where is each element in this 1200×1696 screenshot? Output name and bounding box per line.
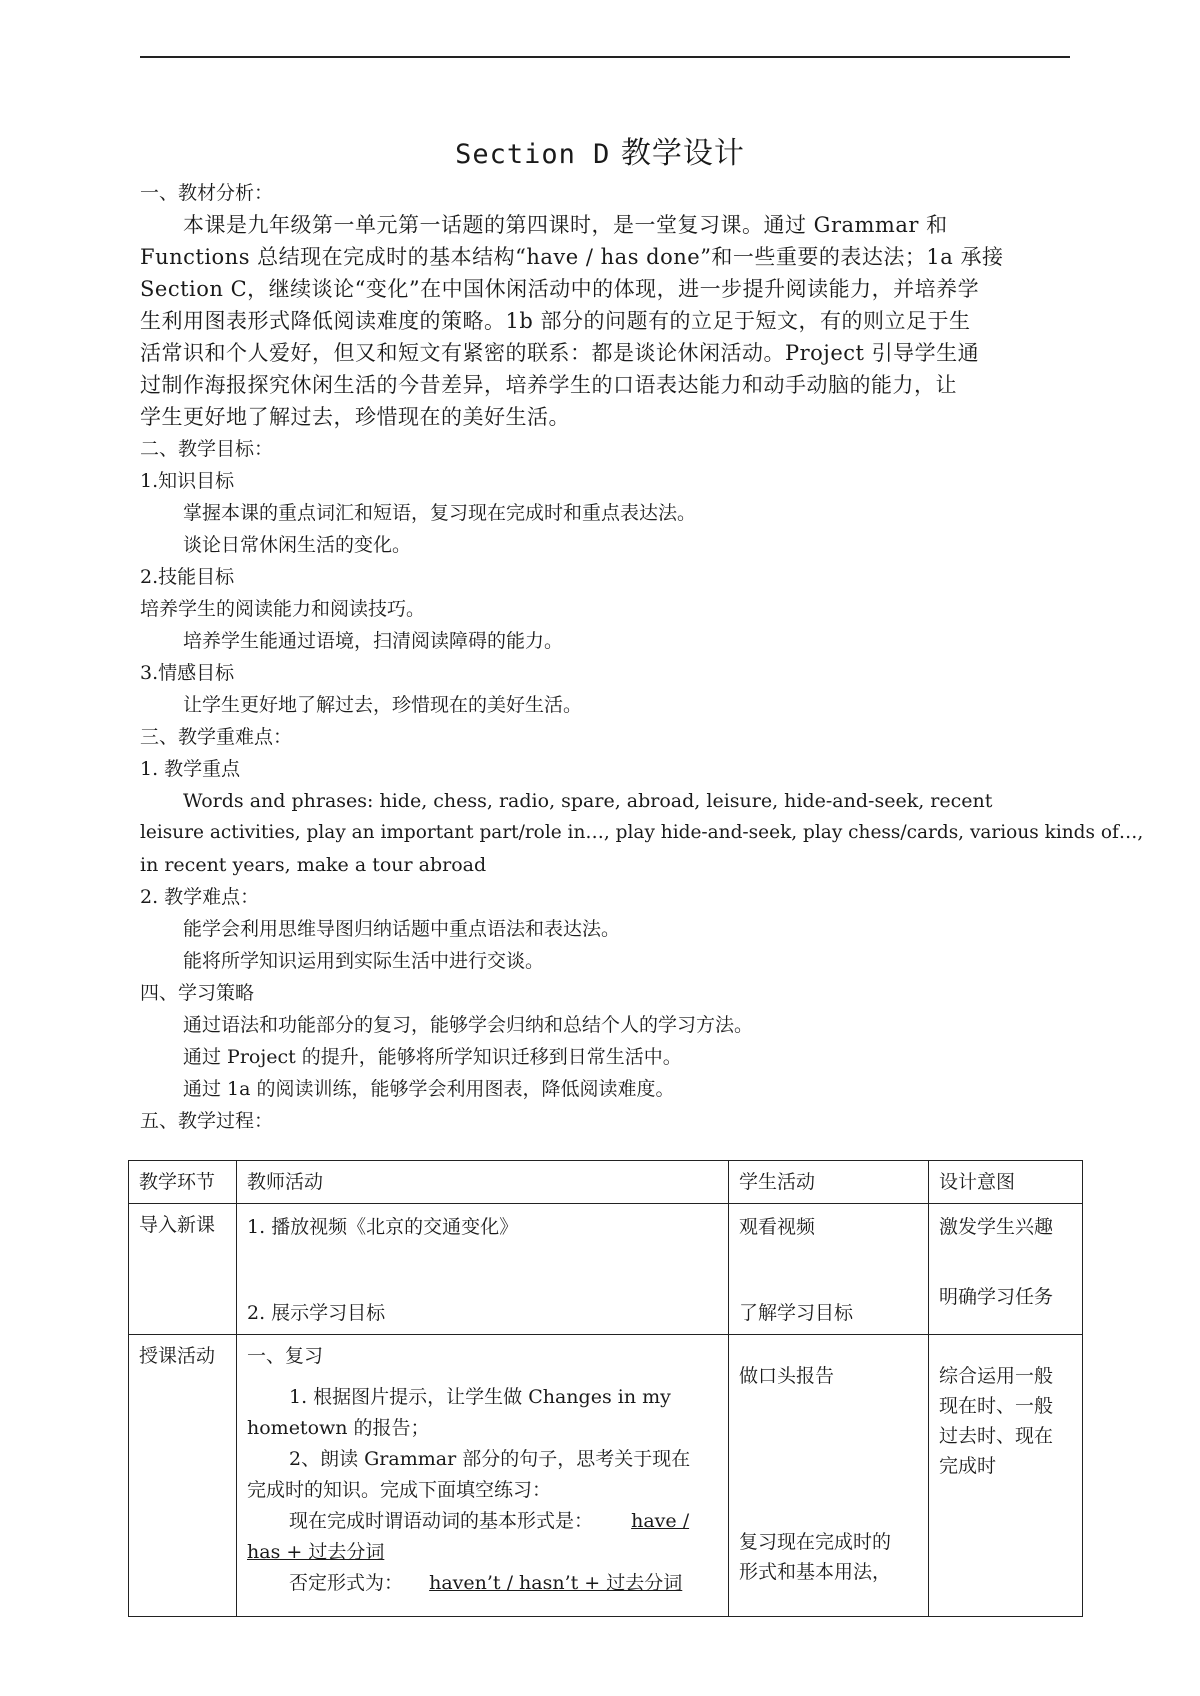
key-points-heading: 1. 教学重点 <box>140 758 241 780</box>
difficult-points-line-b: 能将所学知识运用到实际生活中进行交谈。 <box>183 950 545 972</box>
teacher-item: 2、朗读 Grammar 部分的句子，思考关于现在 <box>289 1448 691 1470</box>
section-5-heading: 五、教学过程： <box>140 1110 274 1132</box>
goal-1-item-b: 谈论日常休闲生活的变化。 <box>183 534 412 556</box>
fill-blank-2 <box>247 1568 718 1599</box>
section-1-heading: 一、教材分析： <box>140 182 274 204</box>
table-header-row <box>129 1161 1083 1204</box>
section-2-heading: 二、教学目标： <box>140 438 274 460</box>
key-points-line-b: leisure activities, play an important part/role in…, play hide-and-seek, play chess/cards, various kinds of…, <box>140 822 1144 843</box>
stage-cell: 授课活动 <box>129 1335 237 1617</box>
strategy-line-b: 通过 Project 的提升，能够将所学知识迁移到日常生活中。 <box>183 1046 682 1068</box>
section-4-heading: 四、学习策略 <box>140 982 255 1004</box>
strategy-line-a: 通过语法和功能部分的复习，能够学会归纳和总结个人的学习方法。 <box>183 1014 754 1036</box>
goal-1-heading: 1.知识目标 <box>140 470 235 492</box>
teacher-cell <box>237 1204 729 1335</box>
header-stage: 教学环节 <box>129 1161 237 1204</box>
analysis-line-5: 活常识和个人爱好，但又和短文有紧密的联系：都是谈论休闲活动。Project 引导学生通 <box>140 341 980 365</box>
teacher-cell <box>237 1335 729 1617</box>
table-row <box>129 1335 1083 1617</box>
analysis-line-1: 本课是九年级第一单元第一话题的第四课时，是一堂复习课。通过 Grammar 和 <box>183 213 948 237</box>
teacher-item: 1. 播放视频《北京的交通变化》 <box>247 1216 519 1238</box>
header-rule <box>140 56 1070 58</box>
section-3-heading: 三、教学重难点： <box>140 726 293 748</box>
intent-cell <box>929 1204 1083 1335</box>
fill-blank-1-answer: have / <box>631 1510 690 1532</box>
student-item: 复习现在完成时的 <box>739 1531 892 1553</box>
goal-3-heading: 3.情感目标 <box>140 662 235 684</box>
table-row <box>129 1204 1083 1335</box>
teacher-item: 1. 根据图片提示，让学生做 Changes in my <box>289 1386 671 1408</box>
stage-cell: 导入新课 <box>129 1204 237 1335</box>
student-item: 了解学习目标 <box>739 1302 854 1324</box>
teaching-process-table <box>128 1160 1083 1617</box>
fill-blank-2-label: 否定形式为： <box>289 1572 404 1594</box>
intent-item: 过去时、现在 <box>939 1425 1054 1447</box>
key-points-line-a: Words and phrases: hide, chess, radio, spare, abroad, leisure, hide-and-seek, recent <box>183 790 993 812</box>
difficult-points-line-a: 能学会利用思维导图归纳话题中重点语法和表达法。 <box>183 918 621 940</box>
title-latin: Section D <box>455 139 611 170</box>
student-item: 形式和基本用法， <box>739 1561 892 1583</box>
analysis-line-6: 过制作海报探究休闲生活的今昔差异，培养学生的口语表达能力和动手动脑的能力，让 <box>140 373 957 397</box>
strategy-line-c: 通过 1a 的阅读训练，能够学会利用图表，降低阅读难度。 <box>183 1078 675 1100</box>
teacher-subheading: 一、复习 <box>247 1345 324 1367</box>
teacher-item: 完成时的知识。完成下面填空练习： <box>247 1479 552 1501</box>
analysis-line-3: Section C，继续谈论“变化”在中国休闲活动中的体现，进一步提升阅读能力，并培养学 <box>140 277 980 301</box>
goal-2-heading: 2.技能目标 <box>140 566 235 588</box>
difficult-points-heading: 2. 教学难点： <box>140 886 260 908</box>
document-title <box>0 128 1200 172</box>
goal-2-item-a: 培养学生的阅读能力和阅读技巧。 <box>140 598 426 620</box>
student-cell <box>729 1204 929 1335</box>
fill-blank-1-label: 现在完成时谓语动词的基本形式是： <box>289 1510 594 1532</box>
intent-item: 激发学生兴趣 <box>939 1216 1054 1238</box>
student-item: 做口头报告 <box>739 1365 835 1387</box>
teacher-item: 2. 展示学习目标 <box>247 1302 386 1324</box>
analysis-line-7: 学生更好地了解过去，珍惜现在的美好生活。 <box>140 405 570 429</box>
analysis-line-2: Functions 总结现在完成时的基本结构“have / has done”和一些重要的表达法；1a 承接 <box>140 245 1004 269</box>
title-chinese: 教学设计 <box>620 136 745 171</box>
header-intent: 设计意图 <box>929 1161 1083 1204</box>
intent-item: 现在时、一般 <box>939 1395 1054 1417</box>
student-cell <box>729 1335 929 1617</box>
goal-3-item-a: 让学生更好地了解过去，珍惜现在的美好生活。 <box>183 694 583 716</box>
intent-item: 明确学习任务 <box>939 1286 1054 1308</box>
analysis-line-4: 生利用图表形式降低阅读难度的策略。1b 部分的问题有的立足于短文，有的则立足于生 <box>140 309 971 333</box>
goal-2-item-b: 培养学生能通过语境，扫清阅读障碍的能力。 <box>183 630 564 652</box>
header-student: 学生活动 <box>729 1161 929 1204</box>
intent-cell <box>929 1335 1083 1617</box>
header-teacher: 教师活动 <box>237 1161 729 1204</box>
student-item: 观看视频 <box>739 1216 816 1238</box>
teacher-item: hometown 的报告； <box>247 1417 430 1439</box>
fill-blank-1-answer-cont: has + 过去分词 <box>247 1541 385 1563</box>
fill-blank-2-answer: haven’t / hasn’t + 过去分词 <box>429 1572 683 1594</box>
goal-1-item-a: 掌握本课的重点词汇和短语，复习现在完成时和重点表达法。 <box>183 502 697 524</box>
intent-item: 综合运用一般 <box>939 1365 1054 1387</box>
key-points-line-c: in recent years, make a tour abroad <box>140 854 487 876</box>
intent-item: 完成时 <box>939 1455 997 1477</box>
fill-blank-1 <box>247 1506 718 1537</box>
